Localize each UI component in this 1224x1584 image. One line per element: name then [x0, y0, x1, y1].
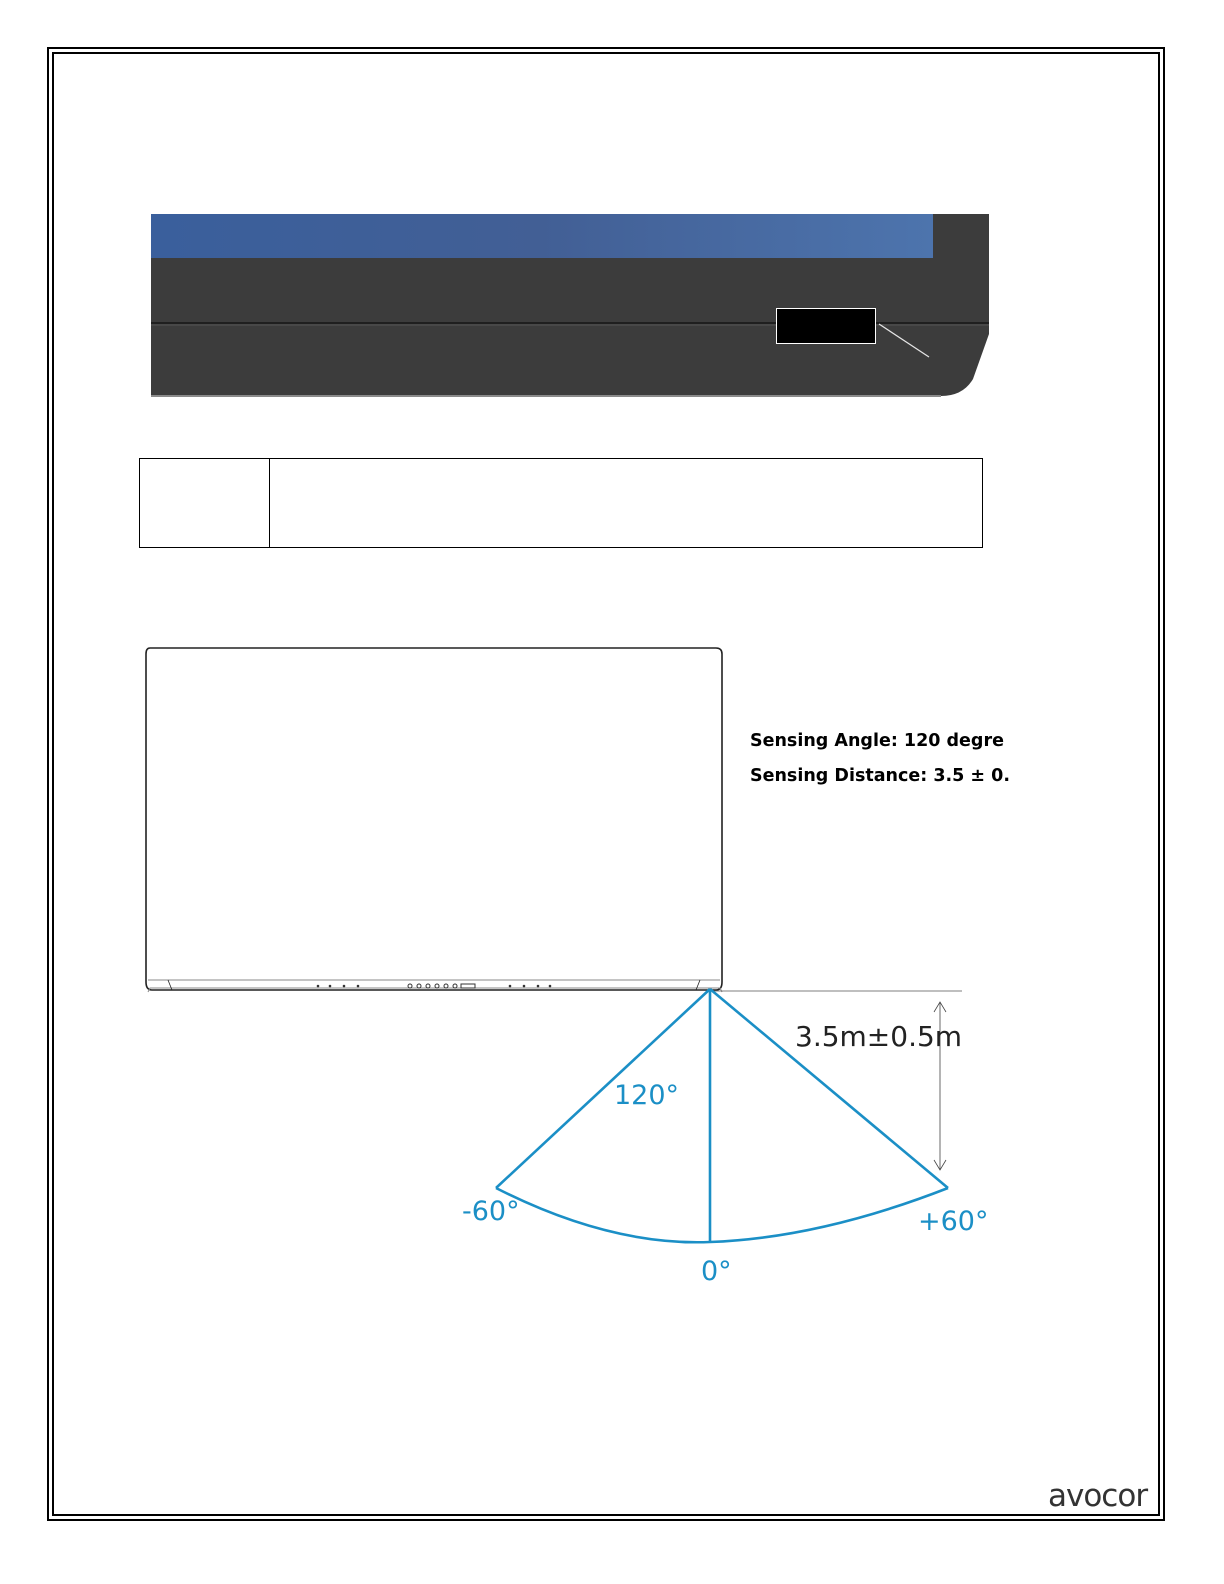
info-table	[139, 458, 983, 548]
avocor-logo	[1046, 1478, 1158, 1512]
sensing-angle-text: Sensing Angle: 120 degre	[750, 731, 1004, 751]
callout-label-box	[776, 308, 876, 344]
display-buttons	[317, 984, 551, 988]
center-angle-label: 0°	[701, 1256, 732, 1287]
sensing-distance-text: Sensing Distance: 3.5 ± 0.	[750, 766, 1011, 786]
display-outline	[146, 648, 722, 992]
logo-text: avocor	[1048, 1478, 1148, 1512]
left-angle-label: -60°	[462, 1196, 520, 1227]
right-angle-label: +60°	[918, 1206, 989, 1237]
sensing-diagram	[140, 640, 990, 1300]
angle-label: 120°	[614, 1080, 680, 1111]
table-cell-right	[270, 459, 982, 547]
distance-label: 3.5m±0.5m	[795, 1020, 963, 1053]
table-cell-left	[140, 459, 270, 547]
